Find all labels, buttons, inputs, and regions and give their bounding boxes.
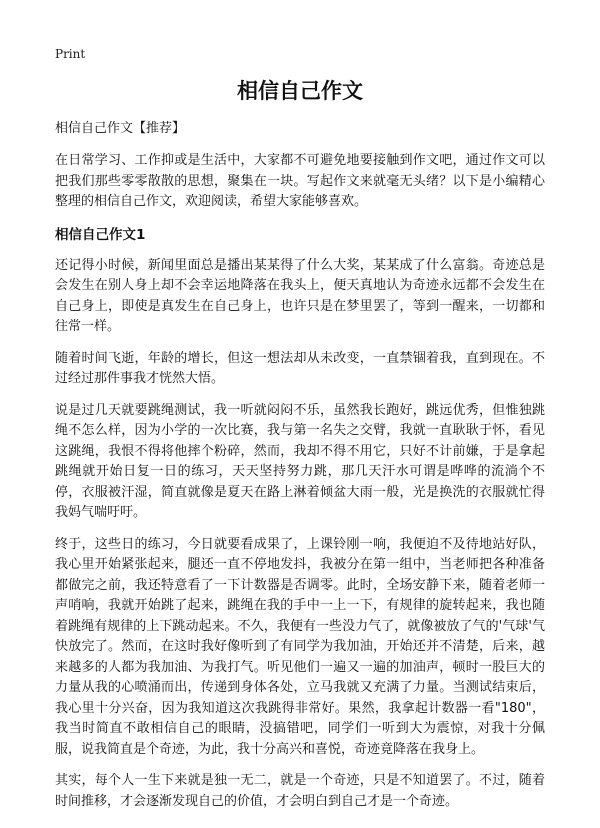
body-paragraph: 还记得小时候，新闻里面总是播出某某得了什么大奖，某某成了什么富翁。奇迹总是会发生在别人身上却不会幸运地降落在我头上，便天真地认为奇迹永远都不会发生在自己身上，即使是真发生在自己身上，也许只是在梦里罢了，等到一醒来，一切都和往常一样。 — [55, 257, 545, 334]
page-title: 相信自己作文 — [237, 79, 363, 103]
document-subtitle: 相信自己作文【推荐】 — [55, 121, 186, 136]
body-paragraph: 随着时间飞逝，年龄的增长，但这一想法却从未改变，一直禁锢着我，直到现在。不过经过那件事我才恍然大悟。 — [55, 350, 545, 386]
document-body — [55, 76, 545, 823]
body-paragraph: 其实，每个人一生下来就是独一无二，就是一个奇迹，只是不知道罢了。不过，随着时间推移，才会逐渐发现自己的价值，才会明白到自己才是一个奇迹。 — [55, 773, 545, 809]
body-paragraph: 终于，这些日的练习，今日就要看成果了，上课铃刚一响，我便迫不及待地站好队，我心里开始紧张起来，腿还一直不停地发抖，我被分在第一组中，当老师把各种准备都做完之前，我还特意看了一下计数器是否调零。此时，全场安静下来，随着老师一声哨响，我就开始跳了起来，跳绳在我的手中一上一下，有规律的旋转起来，我也随着跳绳有规律的上下跳动起来。不久，我便有一些没力气了，就像被放了气的'气球'气快放完了。然而，在这时我好像听到了有同学为我加油，开始还并不清楚，后来，越来越多的人都为我加油、为我打气。听见他们一遍又一遍的加油声，顿时一股巨大的力量从我的心喷涌而出，传递到身体各处，立马我就又充满了力量。当测试结束后，我心里十分兴奋，因为我知道这次我跳得非常好。果然，我拿起计数器一看"180"，我当时简直不敢相信自己的眼睛，没搞错吧，同学们一听到大为震惊，对我十分佩服，说我简直是个奇迹，为此，我十分高兴和喜悦，奇迹竟降落在我身上。 — [55, 536, 545, 757]
print-link[interactable]: Print — [55, 47, 86, 61]
section-heading: 相信自己作文1 — [55, 226, 146, 243]
body-paragraph: 说是过几天就要跳绳测试，我一听就闷闷不乐，虽然我长跑好，跳远优秀，但惟独跳绳不怎么样，因为小学的一次比赛，我与第一名失之交臂，我就一直耿耿于怀，看见这跳绳，我恨不得将他摔个粉碎，然而，我却不得不用它，只好不计前嫌，于是拿起跳绳就开始日复一日的练习，天天坚持努力跳，那几天汗水可谓是哗哗的流淌个不停，衣服被汗湿，简直就像是夏天在路上淋着倾盆大雨一般，光是换洗的衣服就忙得我妈气喘吁吁。 — [55, 402, 545, 520]
intro-paragraph: 在日常学习、工作抑或是生活中，大家都不可避免地要接触到作文吧，通过作文可以把我们那些零零散散的思想，聚集在一块。写起作文来就毫无头绪？以下是小编精心整理的相信自己作文，欢迎阅读，希望大家能够喜欢。 — [55, 153, 545, 209]
